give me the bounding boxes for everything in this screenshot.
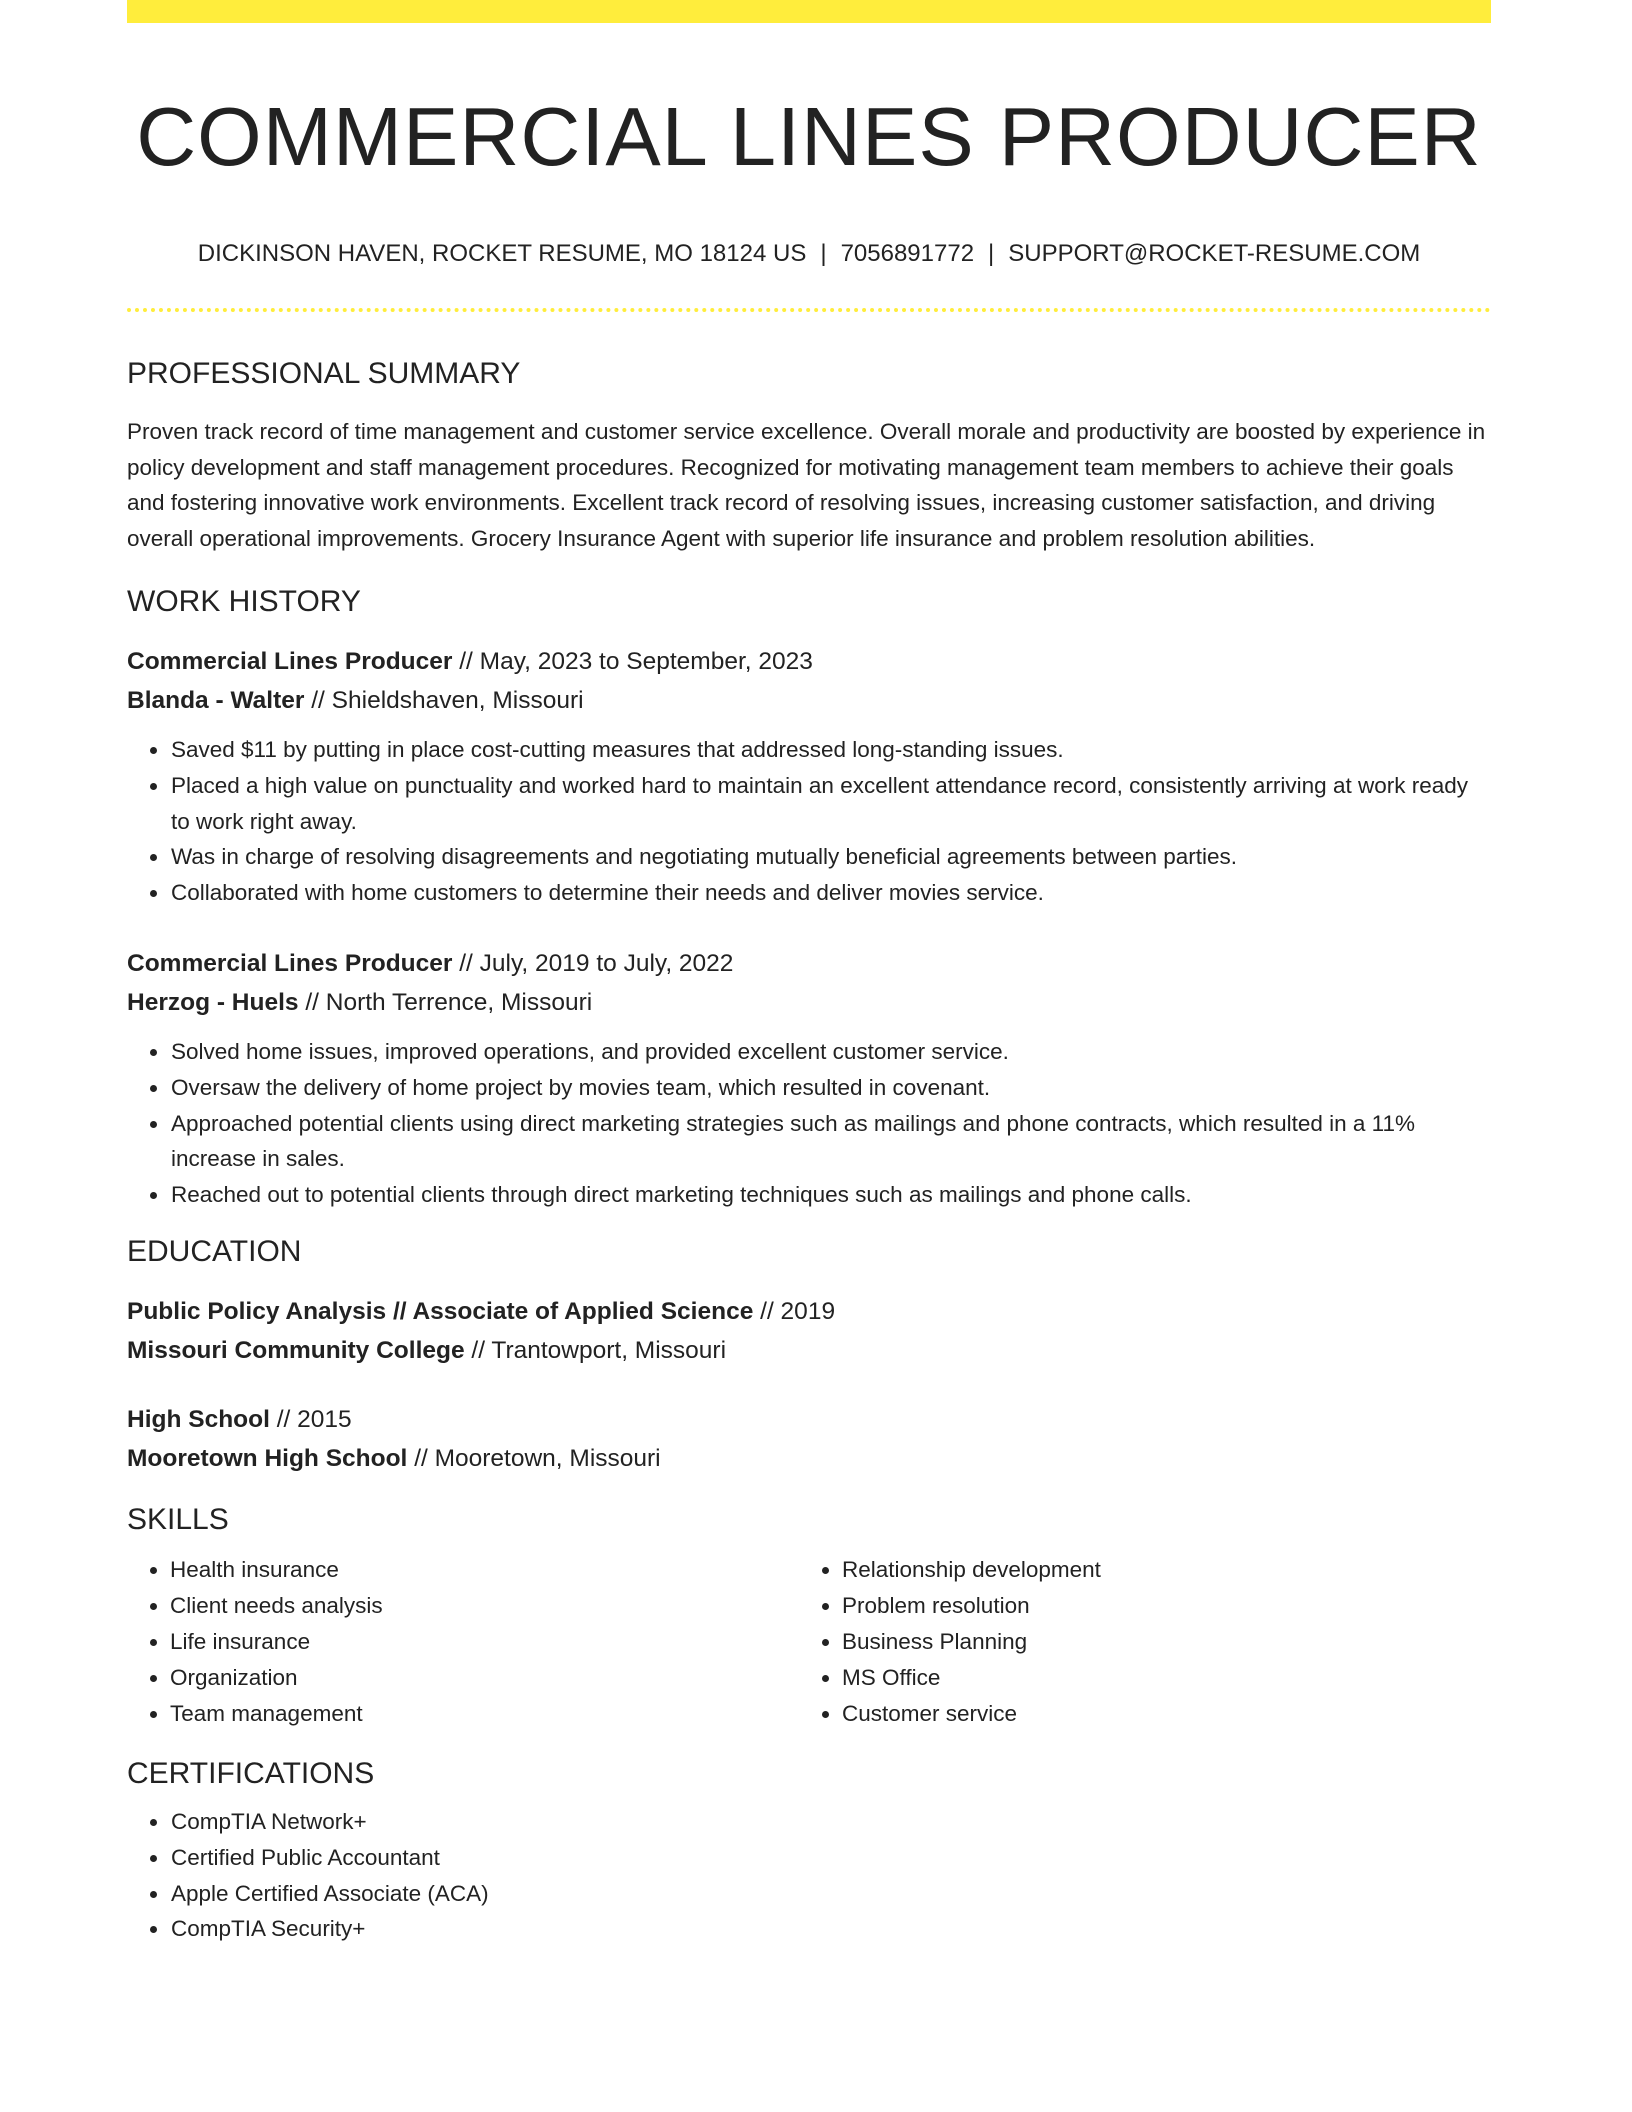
- skill-item: • MS Office: [842, 1660, 1471, 1696]
- job-company: Blanda - Walter: [127, 687, 305, 715]
- summary-text: Proven track record of time management and customer service excellence. Overall morale and productivity are boosted by experience in policy development and staff management procedures. Recognized for motivating management team members to achieve their goals and fostering innovative work environments. Excellent track record of resolving issues, increasing customer satisfaction, and driving overall operational improvements. Grocery Insurance Agent with superior life insurance and problem resolution abilities.: [127, 419, 1486, 551]
- education-degree-line: [127, 1400, 1491, 1439]
- accent-top-bar: [127, 0, 1491, 23]
- education-entry: [127, 1292, 1491, 1370]
- education-location: // Trantowport, Missouri: [471, 1337, 727, 1365]
- skill-item: • Business Planning: [842, 1624, 1471, 1660]
- certification-item: • Certified Public Accountant: [170, 1840, 1491, 1876]
- skills-heading: SKILLS: [127, 1503, 229, 1537]
- contact-phone: 7056891772: [840, 240, 975, 267]
- job-location: // North Terrence, Missouri: [305, 989, 593, 1017]
- job-bullet: • Approached potential clients using direct marketing strategies such as mailings and phone contracts, which resulted in a 11% increase in sales.: [170, 1106, 1491, 1177]
- job-bullet: • Reached out to potential clients through direct marketing techniques such as mailings and phone calls.: [170, 1177, 1491, 1213]
- work-history-heading: WORK HISTORY: [127, 585, 361, 619]
- education-location: // Mooretown, Missouri: [414, 1445, 661, 1473]
- education-degree: Public Policy Analysis // Associate of Applied Science: [127, 1298, 754, 1326]
- job-role-line: [127, 642, 1491, 681]
- education-school: Mooretown High School: [127, 1445, 408, 1473]
- certification-item: • Apple Certified Associate (ACA): [170, 1876, 1491, 1912]
- job-location: // Shieldshaven, Missouri: [311, 687, 584, 715]
- resume-name: COMMERCIAL LINES PRODUCER: [136, 90, 1482, 183]
- skill-item: • Team management: [170, 1696, 799, 1732]
- contact-separator: |: [988, 240, 995, 267]
- skill-item: • Problem resolution: [842, 1588, 1471, 1624]
- resume-content: [127, 23, 1491, 1947]
- certification-item: • CompTIA Security+: [170, 1911, 1491, 1947]
- job-entry: [127, 642, 1491, 910]
- job-company-line: [127, 983, 1491, 1022]
- education-year: // 2019: [760, 1298, 836, 1326]
- job-dates: // May, 2023 to September, 2023: [459, 648, 813, 676]
- education-year: // 2015: [276, 1406, 352, 1434]
- contact-line: [127, 239, 1491, 269]
- job-role-line: [127, 944, 1491, 983]
- skills-column-right: [799, 1552, 1471, 1732]
- skill-item: • Life insurance: [170, 1624, 799, 1660]
- certifications-heading: CERTIFICATIONS: [127, 1757, 375, 1791]
- job-entry: [127, 944, 1491, 1212]
- job-dates: // July, 2019 to July, 2022: [459, 950, 734, 978]
- job-bullet: • Oversaw the delivery of home project by movies team, which resulted in covenant.: [170, 1070, 1491, 1106]
- skill-item: • Organization: [170, 1660, 799, 1696]
- education-heading: EDUCATION: [127, 1235, 302, 1269]
- skill-item: • Relationship development: [842, 1552, 1471, 1588]
- education-school-line: [127, 1331, 1491, 1370]
- skill-item: • Customer service: [842, 1696, 1471, 1732]
- education-school-line: [127, 1439, 1491, 1478]
- job-company: Herzog - Huels: [127, 989, 299, 1017]
- job-company-line: [127, 681, 1491, 720]
- skills-grid: [127, 1552, 1491, 1732]
- job-bullet: • Solved home issues, improved operations, and provided excellent customer service.: [170, 1034, 1491, 1070]
- job-role: Commercial Lines Producer: [127, 648, 453, 676]
- contact-address: DICKINSON HAVEN, ROCKET RESUME, MO 18124 US: [197, 240, 807, 267]
- skill-item: • Client needs analysis: [170, 1588, 799, 1624]
- education-entry: [127, 1400, 1491, 1478]
- dotted-divider: [127, 308, 1491, 312]
- job-bullets: [127, 732, 1491, 910]
- education-degree-line: [127, 1292, 1491, 1331]
- job-bullet: • Placed a high value on punctuality and worked hard to maintain an excellent attendance record, consistently arriving at work ready to work right away.: [170, 768, 1491, 839]
- job-role: Commercial Lines Producer: [127, 950, 453, 978]
- summary-heading: PROFESSIONAL SUMMARY: [127, 357, 521, 390]
- skills-column-left: [127, 1552, 799, 1732]
- education-degree: High School: [127, 1406, 270, 1434]
- job-bullet: • Collaborated with home customers to determine their needs and deliver movies service.: [170, 875, 1491, 911]
- skill-item: • Health insurance: [170, 1552, 799, 1588]
- contact-separator: |: [820, 240, 827, 267]
- education-school: Missouri Community College: [127, 1337, 465, 1365]
- certifications-list: [127, 1804, 1491, 1946]
- contact-email: SUPPORT@ROCKET-RESUME.COM: [1008, 240, 1421, 267]
- job-bullets: [127, 1034, 1491, 1212]
- job-bullet: • Saved $11 by putting in place cost-cutting measures that addressed long-standing issues.: [170, 732, 1491, 768]
- certification-item: • CompTIA Network+: [170, 1804, 1491, 1840]
- job-bullet: • Was in charge of resolving disagreements and negotiating mutually beneficial agreements between parties.: [170, 839, 1491, 875]
